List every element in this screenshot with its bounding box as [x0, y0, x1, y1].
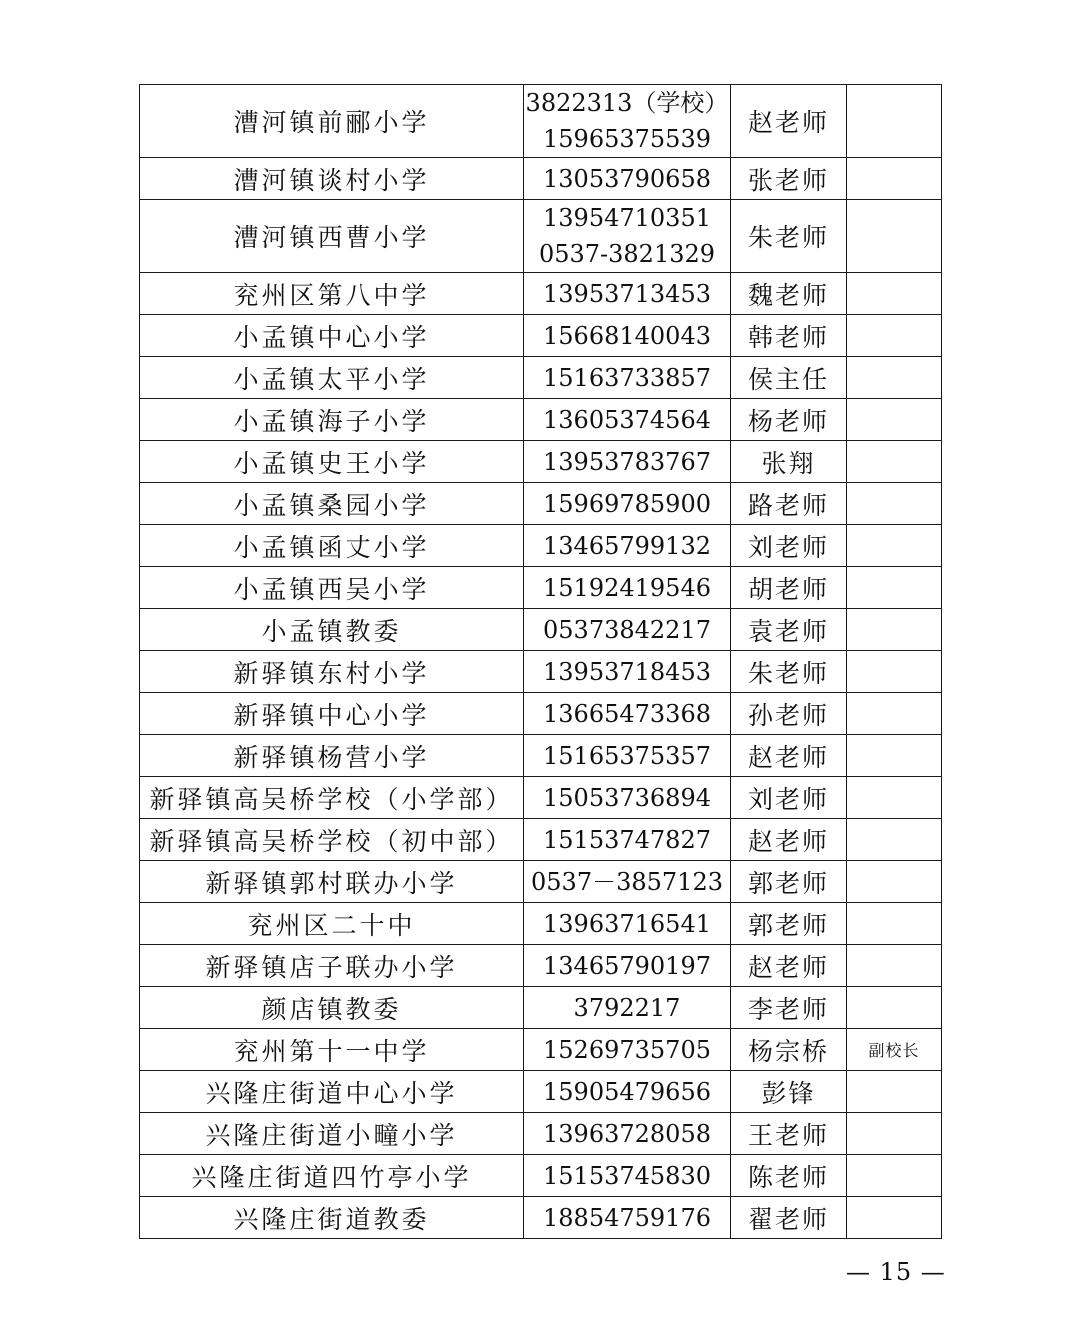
phone-number: 13953718453 — [543, 657, 711, 686]
table-row — [140, 483, 942, 525]
note-cell — [847, 483, 942, 525]
note-cell — [847, 945, 942, 987]
phone-cell — [524, 315, 731, 357]
note-cell — [847, 273, 942, 315]
contact-person-cell: 陈老师 — [731, 1155, 847, 1197]
table-row — [140, 85, 942, 158]
phone-cell — [524, 1071, 731, 1113]
table-row — [140, 1113, 942, 1155]
school-name-cell: 漕河镇前郦小学 — [140, 85, 524, 158]
phone-number: 13053790658 — [543, 164, 711, 193]
table-row — [140, 567, 942, 609]
page-number: — 15 — — [846, 1258, 946, 1286]
table-row — [140, 1071, 942, 1113]
note-cell — [847, 357, 942, 399]
phone-number: 15269735705 — [543, 1035, 711, 1064]
school-name-cell: 新驿镇店子联办小学 — [140, 945, 524, 987]
contact-person-cell: 郭老师 — [731, 861, 847, 903]
phone-cell — [524, 903, 731, 945]
phone-number: 13953783767 — [543, 447, 711, 476]
phone-cell — [524, 987, 731, 1029]
contact-person-cell: 彭锋 — [731, 1071, 847, 1113]
school-name-cell: 小孟镇西吴小学 — [140, 567, 524, 609]
school-name-cell: 漕河镇西曹小学 — [140, 200, 524, 273]
phone-number: 15163733857 — [543, 363, 711, 392]
table-row — [140, 1197, 942, 1239]
table-row — [140, 735, 942, 777]
phone-cell — [524, 399, 731, 441]
phone-number: 15053736894 — [543, 783, 711, 812]
phone-number: 15192419546 — [543, 573, 711, 602]
table-row — [140, 357, 942, 399]
phone-number: 15668140043 — [543, 321, 711, 350]
note-cell — [847, 903, 942, 945]
contact-person-cell: 赵老师 — [731, 945, 847, 987]
phone-cell — [524, 819, 731, 861]
contact-person-cell: 魏老师 — [731, 273, 847, 315]
table-row — [140, 315, 942, 357]
school-name-cell: 小孟镇太平小学 — [140, 357, 524, 399]
phone-cell — [524, 651, 731, 693]
phone-cell — [524, 567, 731, 609]
contact-person-cell: 杨老师 — [731, 399, 847, 441]
table-row — [140, 945, 942, 987]
contact-person-cell: 李老师 — [731, 987, 847, 1029]
contact-person-cell: 张翔 — [731, 441, 847, 483]
contact-person-cell: 赵老师 — [731, 819, 847, 861]
note-cell — [847, 987, 942, 1029]
phone-cell — [524, 945, 731, 987]
school-name-cell: 新驿镇高吴桥学校（初中部） — [140, 819, 524, 861]
note-cell — [847, 315, 942, 357]
phone-cell — [524, 861, 731, 903]
note-cell — [847, 441, 942, 483]
phone-number: 13465799132 — [543, 531, 711, 560]
phone-cell — [524, 357, 731, 399]
phone-cell — [524, 200, 731, 273]
contact-person-cell: 刘老师 — [731, 777, 847, 819]
phone-number: 13954710351 — [543, 204, 711, 232]
contact-person-cell: 郭老师 — [731, 903, 847, 945]
phone-number: 13953713453 — [543, 279, 711, 308]
school-name-cell: 小孟镇史王小学 — [140, 441, 524, 483]
note-cell — [847, 399, 942, 441]
phone-cell — [524, 158, 731, 200]
table-row — [140, 399, 942, 441]
note-cell — [847, 1071, 942, 1113]
contact-table — [139, 84, 942, 1239]
table-row — [140, 273, 942, 315]
school-name-cell: 兴隆庄街道教委 — [140, 1197, 524, 1239]
phone-cell — [524, 85, 731, 158]
table-row — [140, 158, 942, 200]
school-name-cell: 兴隆庄街道中心小学 — [140, 1071, 524, 1113]
school-name-cell: 新驿镇中心小学 — [140, 693, 524, 735]
phone-cell — [524, 483, 731, 525]
school-name-cell: 小孟镇海子小学 — [140, 399, 524, 441]
table-row — [140, 200, 942, 273]
note-cell — [847, 567, 942, 609]
phone-number: 15153747827 — [543, 825, 711, 854]
phone-number: 15965375539 — [543, 125, 711, 153]
note-cell — [847, 651, 942, 693]
school-name-cell: 小孟镇函丈小学 — [140, 525, 524, 567]
phone-number: 05373842217 — [543, 615, 711, 644]
contact-person-cell: 王老师 — [731, 1113, 847, 1155]
note-cell — [847, 525, 942, 567]
school-name-cell: 小孟镇教委 — [140, 609, 524, 651]
table-row — [140, 441, 942, 483]
contact-person-cell: 朱老师 — [731, 200, 847, 273]
school-name-cell: 新驿镇郭村联办小学 — [140, 861, 524, 903]
note-cell — [847, 693, 942, 735]
phone-number: 13963716541 — [543, 909, 711, 938]
table-row — [140, 1155, 942, 1197]
phone-number: 15905479656 — [543, 1077, 711, 1106]
phone-cell — [524, 441, 731, 483]
phone-cell — [524, 1029, 731, 1071]
note-cell — [847, 735, 942, 777]
contact-person-cell: 侯主任 — [731, 357, 847, 399]
phone-cell — [524, 609, 731, 651]
phone-cell — [524, 1155, 731, 1197]
contact-person-cell: 路老师 — [731, 483, 847, 525]
school-name-cell: 新驿镇杨营小学 — [140, 735, 524, 777]
table-row — [140, 987, 942, 1029]
table-row — [140, 609, 942, 651]
table-row — [140, 693, 942, 735]
contact-person-cell: 杨宗桥 — [731, 1029, 847, 1071]
school-name-cell: 兴隆庄街道四竹亭小学 — [140, 1155, 524, 1197]
phone-number: 15153745830 — [543, 1161, 711, 1190]
school-name-cell: 兴隆庄街道小疃小学 — [140, 1113, 524, 1155]
phone-number: 15969785900 — [543, 489, 711, 518]
table-row — [140, 861, 942, 903]
table-row — [140, 777, 942, 819]
note-cell — [847, 609, 942, 651]
phone-number: 15165375357 — [543, 741, 711, 770]
phone-number: 18854759176 — [543, 1203, 711, 1232]
table-row — [140, 819, 942, 861]
note-cell — [847, 1155, 942, 1197]
phone-number: 13605374564 — [543, 405, 711, 434]
school-name-cell: 颜店镇教委 — [140, 987, 524, 1029]
contact-person-cell: 刘老师 — [731, 525, 847, 567]
school-name-cell: 漕河镇谈村小学 — [140, 158, 524, 200]
phone-cell — [524, 525, 731, 567]
contact-person-cell: 张老师 — [731, 158, 847, 200]
note-cell — [847, 85, 942, 158]
school-name-cell: 兖州第十一中学 — [140, 1029, 524, 1071]
note-cell — [847, 777, 942, 819]
note-cell — [847, 861, 942, 903]
school-name-cell: 新驿镇东村小学 — [140, 651, 524, 693]
phone-cell — [524, 1113, 731, 1155]
table-row — [140, 525, 942, 567]
school-name-cell: 小孟镇中心小学 — [140, 315, 524, 357]
phone-cell — [524, 693, 731, 735]
school-name-cell: 小孟镇桑园小学 — [140, 483, 524, 525]
phone-cell — [524, 1197, 731, 1239]
note-cell — [847, 819, 942, 861]
phone-number: 0537－3857123 — [531, 867, 723, 896]
table-row — [140, 1029, 942, 1071]
contact-person-cell: 孙老师 — [731, 693, 847, 735]
table-row — [140, 651, 942, 693]
phone-number: 3822313（学校） — [525, 89, 729, 117]
school-name-cell: 新驿镇高吴桥学校（小学部） — [140, 777, 524, 819]
school-name-cell: 兖州区二十中 — [140, 903, 524, 945]
note-cell: 副校长 — [847, 1029, 942, 1071]
contact-person-cell: 胡老师 — [731, 567, 847, 609]
note-cell — [847, 1197, 942, 1239]
table-row — [140, 903, 942, 945]
phone-number: 13665473368 — [543, 699, 711, 728]
contact-table-body — [140, 85, 942, 1239]
phone-number: 0537-3821329 — [538, 240, 716, 268]
phone-cell — [524, 777, 731, 819]
contact-person-cell: 赵老师 — [731, 735, 847, 777]
contact-person-cell: 朱老师 — [731, 651, 847, 693]
contact-person-cell: 韩老师 — [731, 315, 847, 357]
phone-cell — [524, 273, 731, 315]
phone-number: 3792217 — [573, 993, 681, 1022]
note-cell — [847, 200, 942, 273]
phone-number: 13465790197 — [543, 951, 711, 980]
phone-cell — [524, 735, 731, 777]
note-cell — [847, 158, 942, 200]
contact-person-cell: 袁老师 — [731, 609, 847, 651]
note-cell — [847, 1113, 942, 1155]
contact-person-cell: 翟老师 — [731, 1197, 847, 1239]
contact-person-cell: 赵老师 — [731, 85, 847, 158]
phone-number: 13963728058 — [543, 1119, 711, 1148]
school-name-cell: 兖州区第八中学 — [140, 273, 524, 315]
